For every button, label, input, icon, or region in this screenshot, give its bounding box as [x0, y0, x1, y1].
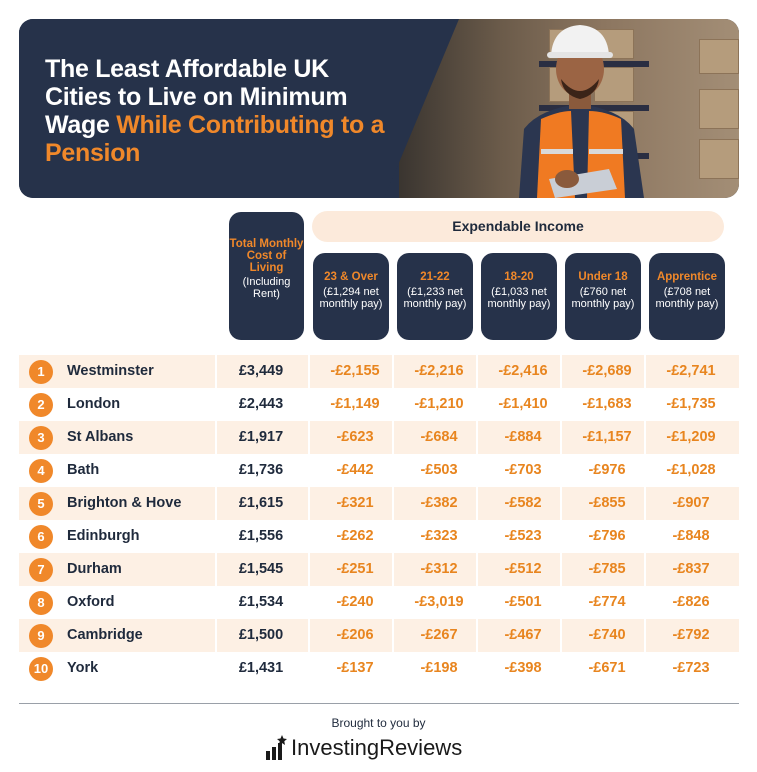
expendable-income-cell: -£1,149	[330, 396, 380, 412]
title-accent: While Contributing to a Pension	[45, 111, 385, 167]
rank-badge: 10	[29, 657, 53, 681]
expendable-income-cell: -£826	[672, 594, 710, 610]
group-header-apprentice	[649, 253, 725, 340]
worker-illustration	[479, 19, 699, 198]
total-cost-cell: £3,449	[238, 363, 284, 379]
expendable-income-cell: -£382	[420, 495, 458, 511]
total-cost-sublabel: (Including Rent)	[242, 276, 291, 300]
total-cost-cell: £1,615	[238, 495, 284, 511]
expendable-income-cell: -£774	[588, 594, 626, 610]
expendable-income-cell: -£137	[336, 660, 374, 676]
expendable-income-cell: -£792	[672, 627, 710, 643]
expendable-income-header: Expendable Income	[312, 211, 724, 242]
group-name: 23 & Over	[324, 271, 378, 283]
rank-badge: 9	[29, 624, 53, 648]
expendable-income-cell: -£2,741	[666, 363, 716, 379]
expendable-income-cell: -£837	[672, 561, 710, 577]
city-name: Durham	[67, 561, 122, 577]
expendable-income-cell: -£312	[420, 561, 458, 577]
expendable-income-cell: -£1,410	[498, 396, 548, 412]
total-cost-cell: £2,443	[238, 396, 284, 412]
group-name: Under 18	[578, 271, 628, 283]
brand-logo	[265, 733, 462, 761]
column-separator	[308, 586, 310, 619]
expendable-income-cell: -£884	[504, 429, 542, 445]
expendable-income-cell: -£582	[504, 495, 542, 511]
table-row	[19, 388, 739, 421]
city-name: Cambridge	[67, 627, 143, 643]
rank-badge: 3	[29, 426, 53, 450]
group-pay: (£1,294 net monthly pay)	[319, 286, 383, 310]
total-cost-cell: £1,545	[238, 561, 284, 577]
expendable-income-cell: -£723	[672, 660, 710, 676]
total-cost-header	[229, 212, 304, 340]
expendable-income-cell: -£2,689	[582, 363, 632, 379]
city-name: Westminster	[67, 363, 154, 379]
expendable-income-cell: -£523	[504, 528, 542, 544]
expendable-income-cell: -£262	[336, 528, 374, 544]
column-separator	[308, 487, 310, 520]
expendable-income-cell: -£2,416	[498, 363, 548, 379]
expendable-income-cell: -£251	[336, 561, 374, 577]
group-pay: (£1,233 net monthly pay)	[403, 286, 467, 310]
expendable-income-cell: -£848	[672, 528, 710, 544]
column-separator	[308, 520, 310, 553]
expendable-income-cell: -£512	[504, 561, 542, 577]
expendable-income-cell: -£1,210	[414, 396, 464, 412]
expendable-income-cell: -£623	[336, 429, 374, 445]
table-row	[19, 652, 739, 685]
column-separator	[308, 619, 310, 652]
rank-badge: 1	[29, 360, 53, 384]
group-pay: (£760 net monthly pay)	[571, 286, 635, 310]
total-cost-cell: £1,917	[238, 429, 284, 445]
brand-name-regular-1: Investing	[291, 735, 380, 760]
total-cost-cell: £1,736	[238, 462, 284, 478]
expendable-income-cell: -£1,683	[582, 396, 632, 412]
group-name: Apprentice	[656, 271, 718, 283]
table-row	[19, 619, 739, 652]
total-cost-cell: £1,431	[238, 660, 284, 676]
expendable-income-cell: -£240	[336, 594, 374, 610]
rank-badge: 8	[29, 591, 53, 615]
data-table	[19, 355, 739, 685]
expendable-income-cell: -£796	[588, 528, 626, 544]
table-row	[19, 421, 739, 454]
column-separator	[308, 553, 310, 586]
group-header-under-18	[565, 253, 641, 340]
expendable-income-cell: -£785	[588, 561, 626, 577]
rank-badge: 7	[29, 558, 53, 582]
expendable-income-cell: -£684	[420, 429, 458, 445]
expendable-income-cell: -£442	[336, 462, 374, 478]
group-name: 21-22	[420, 271, 450, 283]
table-row	[19, 355, 739, 388]
group-name: 18-20	[504, 271, 534, 283]
group-header-21-22	[397, 253, 473, 340]
expendable-income-cell: -£1,028	[666, 462, 716, 478]
group-pay: (£708 net monthly pay)	[655, 286, 719, 310]
expendable-income-cell: -£321	[336, 495, 374, 511]
brand-name-regular-2: Reviews	[379, 735, 463, 760]
total-cost-cell: £1,556	[238, 528, 284, 544]
column-separator	[308, 421, 310, 454]
group-header-23-over	[313, 253, 389, 340]
expendable-income-cell: -£907	[672, 495, 710, 511]
expendable-income-cell: -£467	[504, 627, 542, 643]
group-header-18-20	[481, 253, 557, 340]
city-name: Brighton & Hove	[67, 495, 182, 511]
city-name: York	[67, 660, 99, 676]
expendable-income-cell: -£855	[588, 495, 626, 511]
expendable-income-cell: -£501	[504, 594, 542, 610]
expendable-income-cell: -£1,735	[666, 396, 716, 412]
city-name: Edinburgh	[67, 528, 140, 544]
brand-name	[291, 735, 462, 761]
column-separator	[308, 454, 310, 487]
table-row	[19, 520, 739, 553]
expendable-income-cell: -£1,209	[666, 429, 716, 445]
city-name: Oxford	[67, 594, 115, 610]
expendable-income-cell: -£206	[336, 627, 374, 643]
expendable-income-cell: -£976	[588, 462, 626, 478]
table-row	[19, 553, 739, 586]
column-separator	[308, 388, 310, 421]
table-row	[19, 586, 739, 619]
rank-badge: 2	[29, 393, 53, 417]
expendable-income-cell: -£323	[420, 528, 458, 544]
expendable-income-cell: -£703	[504, 462, 542, 478]
group-pay: (£1,033 net monthly pay)	[487, 286, 551, 310]
expendable-income-cell: -£2,216	[414, 363, 464, 379]
expendable-income-cell: -£198	[420, 660, 458, 676]
title-main: The Least Affordable UK Cities to Live on Minimum Wage	[45, 55, 348, 139]
city-name: Bath	[67, 462, 100, 478]
header-banner	[19, 19, 739, 198]
bar-chart-star-icon	[265, 735, 287, 761]
rank-badge: 4	[29, 459, 53, 483]
rank-badge: 5	[29, 492, 53, 516]
footer-divider	[19, 703, 739, 704]
brought-by-text: Brought to you by	[331, 716, 426, 730]
warehouse-photo	[399, 19, 739, 198]
expendable-income-cell: -£740	[588, 627, 626, 643]
table-row	[19, 454, 739, 487]
total-cost-cell: £1,500	[238, 627, 284, 643]
rank-badge: 6	[29, 525, 53, 549]
total-cost-label: Total Monthly Cost of Living	[229, 238, 304, 274]
column-separator	[308, 355, 310, 388]
city-name: London	[67, 396, 121, 412]
page-title	[45, 55, 385, 167]
expendable-income-cell: -£503	[420, 462, 458, 478]
expendable-income-cell: -£267	[420, 627, 458, 643]
expendable-income-cell: -£2,155	[330, 363, 380, 379]
city-name: St Albans	[67, 429, 134, 445]
expendable-income-cell: -£3,019	[414, 594, 464, 610]
column-separator	[308, 652, 310, 685]
total-cost-cell: £1,534	[238, 594, 284, 610]
expendable-income-cell: -£1,157	[582, 429, 632, 445]
table-row	[19, 487, 739, 520]
expendable-income-cell: -£398	[504, 660, 542, 676]
expendable-income-cell: -£671	[588, 660, 626, 676]
